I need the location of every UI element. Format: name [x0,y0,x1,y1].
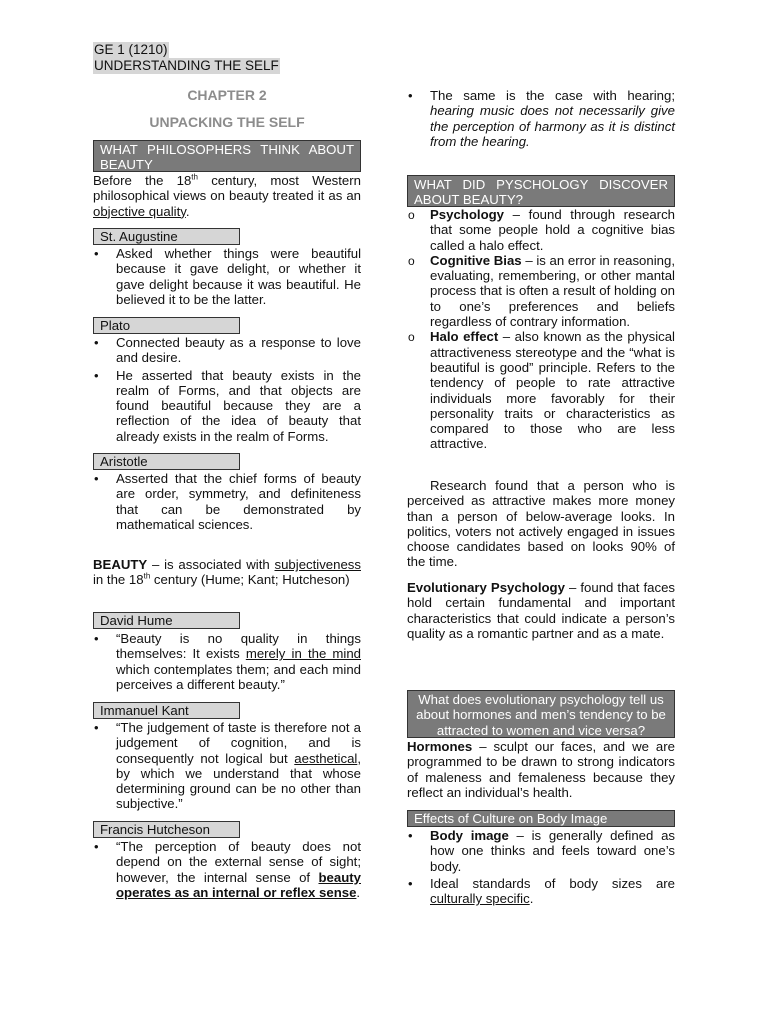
augustine-list [93,246,361,309]
course-code: GE 1 (1210) [94,42,168,57]
list-item: o Halo effect – also known as the physical attractiveness stereotype and the “what is beautiful is good” principle. Refers to the tendency of people to rate attractive individuals more favorably for their personality traits or characteristics as compared to those who are less attractive. [407,329,675,451]
list-item: • “The perception of beauty does not depend on the external sense of sight; however, the internal sense of beauty operates as an internal or reflex sense. [93,839,361,900]
course-title: UNDERSTANDING THE SELF [94,58,279,73]
chapter-title: UNPACKING THE SELF [149,114,305,130]
intro-paragraph: Before the 18th century, most Western philosophical views on beauty treated it as an objective quality. [93,172,361,219]
list-item: • “The judgement of taste is therefore not a judgement of cognition, and is consequently not logical but aesthetical, by which we understand that whose determining ground can be no other than subjective.” [93,720,361,812]
body-image-list [407,828,675,908]
kant-list [93,720,361,814]
psychology-list [407,207,675,452]
hume-list [93,631,361,694]
section-heading-psychology: WHAT DID PYSCHOLOGY DISCOVER ABOUT BEAUTY? [407,175,675,207]
section-heading-culture: Effects of Culture on Body Image [407,810,675,827]
label-immanuel-kant: Immanuel Kant [93,702,240,719]
list-item: • Asserted that the chief forms of beauty are order, symmetry, and definiteness that can be demonstrated by mathematical sciences. [93,471,361,532]
label-plato: Plato [93,317,240,334]
evolutionary-psychology-paragraph: Evolutionary Psychology – found that faces hold certain fundamental and important characteristics that could indicate a person’s quality as a romantic partner and as a mate. [407,580,675,641]
list-item: • He asserted that beauty exists in the realm of Forms, and that objects are found beautiful because they are a reflection of the idea of beauty that already exists in the realm of Forms. [93,368,361,444]
list-item: • Body image – is generally defined as how one thinks and feels toward one’s body. [407,828,675,874]
chapter-number: CHAPTER 2 [187,87,267,103]
research-paragraph: Research found that a person who is perceived as attractive makes more money than a person of below-average looks. In politics, voters not actively engaged in issues choose candidates based on looks 90% of the time. [407,478,675,570]
hutcheson-list [93,839,361,902]
label-st-augustine: St. Augustine [93,228,240,245]
list-item: • Connected beauty as a response to love and desire. [93,335,361,366]
list-item: • Asked whether things were beautiful because it gave delight, or whether it gave delight because it was beautiful. He believed it to be the latter. [93,246,361,307]
list-item: • The same is the case with hearing; hearing music does not necessarily give the perception of harmony as it is distinct from the hearing. [407,88,675,149]
hormones-paragraph: Hormones – sculpt our faces, and we are programmed to be drawn to strong indicators of maleness and femaleness because they reflect an individual’s health. [407,739,675,800]
list-item: o Psychology – found through research that some people hold a cognitive bias called a halo effect. [407,207,675,253]
beauty-definition: BEAUTY – is associated with subjectiveness in the 18th century (Hume; Kant; Hutcheson) [93,557,361,588]
label-aristotle: Aristotle [93,453,240,470]
aristotle-list [93,471,361,534]
hearing-list [407,88,675,151]
list-item: • Ideal standards of body sizes are culturally specific. [407,876,675,907]
section-heading-philosophers: WHAT PHILOSOPHERS THINK ABOUT BEAUTY [93,140,361,172]
plato-list [93,335,361,446]
list-item: • “Beauty is no quality in things themselves: It exists merely in the mind which contemplates them; and each mind perceives a different beauty.” [93,631,361,692]
section-heading-hormones: What does evolutionary psychology tell us about hormones and men’s tendency to be attracted to women and vice versa? [407,690,675,738]
label-francis-hutcheson: Francis Hutcheson [93,821,240,838]
list-item: o Cognitive Bias – is an error in reasoning, evaluating, remembering, or other mantal process that is often a result of holding on to one’s preferences and beliefs regardless of contrary information. [407,253,675,329]
label-david-hume: David Hume [93,612,240,629]
document-header [93,42,280,74]
